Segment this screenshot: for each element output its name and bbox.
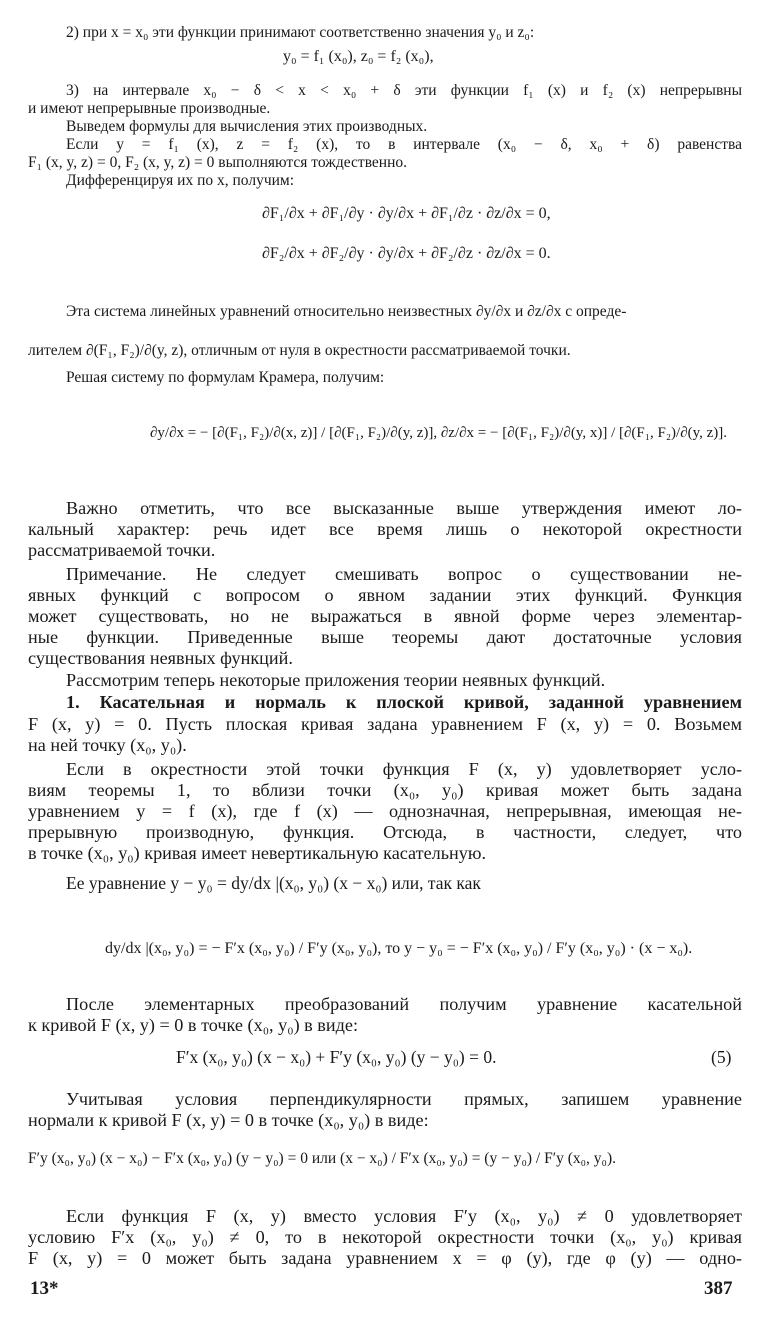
equation-number: (5) [711, 1047, 732, 1067]
text-line: Важно отметить, что все высказанные выше утверждения имеют ло- [66, 498, 742, 518]
formula-derivative: dy/dx |(x₀, y₀) = − F′x (x₀, y₀) / F′y (x₀, y₀), то y − y₀ = − F′x (x₀, y₀) / F′y (x₀, y₀) · (x − x₀). [105, 940, 693, 957]
formula-initial-values: y₀ = f₁ (x₀), z₀ = f₂ (x₀), [283, 48, 434, 65]
text-line: F (x, y) = 0 может быть задана уравнением x = φ (y), где φ (y) — одно- [28, 1248, 742, 1268]
text-line: лителем ∂(F₁, F₂)/∂(y, z), отличным от нуля в окрестности рассматриваемой точки. [28, 342, 571, 359]
text-line: на ней точку (x₀, y₀). [28, 735, 187, 755]
text-line: условию F′x (x₀, y₀) ≠ 0, то в некоторой окрестности точки (x₀, y₀) кривая [28, 1227, 742, 1247]
text-line: Рассмотрим теперь некоторые приложения теории неявных функций. [66, 670, 606, 690]
text-line: кальный характер: речь идет все время лишь о некоторой окрестности [28, 519, 742, 539]
text-line: Если y = f₁ (x), z = f₂ (x), то в интервале (x₀ − δ, x₀ + δ) равенства [66, 136, 742, 153]
text-line: Решая систему по формулам Крамера, получим: [66, 369, 385, 386]
formula-differentiation-1: ∂F₁/∂x + ∂F₁/∂y · ∂y/∂x + ∂F₁/∂z · ∂z/∂x = 0, [262, 205, 551, 222]
formula-differentiation-2: ∂F₂/∂x + ∂F₂/∂y · ∂y/∂x + ∂F₂/∂z · ∂z/∂x = 0. [262, 245, 551, 262]
text-line: 2) при x = x₀ эти функции принимают соответственно значения y₀ и z₀: [66, 24, 535, 41]
text-line: явных функций с вопросом о явном задании этих функций. Функция [28, 585, 742, 605]
text-line: Выведем формулы для вычисления этих производных. [66, 118, 428, 135]
text-line: уравнением y = f (x), где f (x) — однозначная, непрерывная, имеющая не- [28, 801, 742, 821]
printer-signature: 13* [30, 1278, 59, 1299]
formula-tangent-intro: Ее уравнение y − y₀ = dy/dx |(x₀, y₀) (x − x₀) или, так как [66, 873, 481, 893]
formula-normal: F′y (x₀, y₀) (x − x₀) − F′x (x₀, y₀) (y − y₀) = 0 или (x − x₀) / F′x (x₀, y₀) = (y − y₀) / F′y (x₀, y₀). [28, 1150, 616, 1167]
text-line: прерывную производную, функция. Отсюда, в частности, следует, что [28, 822, 742, 842]
text-line: F₁ (x, y, z) = 0, F₂ (x, y, z) = 0 выполняются тождественно. [28, 154, 408, 171]
formula-cramer: ∂y/∂x = − [∂(F₁, F₂)/∂(x, z)] / [∂(F₁, F₂)/∂(y, z)], ∂z/∂x = − [∂(F₁, F₂)/∂(y, x)] / [∂(F₁, F₂)/∂(y, z)]. [150, 425, 728, 441]
text-line: Эта система линейных уравнений относительно неизвестных ∂y/∂x и ∂z/∂x с опреде- [66, 303, 627, 320]
text-line: Дифференцируя их по x, получим: [66, 172, 295, 189]
page-number: 387 [704, 1278, 733, 1299]
section-heading: 1. Касательная и нормаль к плоской кривой, заданной уравнением [66, 692, 742, 712]
text-line: Примечание. Не следует смешивать вопрос о существовании не- [66, 564, 742, 584]
text-line: может существовать, но не выражаться в явной форме через элементар- [28, 606, 742, 626]
text-line: Если функция F (x, y) вместо условия F′y (x₀, y₀) ≠ 0 удовлетворяет [66, 1206, 742, 1226]
text-line: После элементарных преобразований получим уравнение касательной [66, 994, 742, 1014]
text-line: существования неявных функций. [28, 648, 293, 668]
text-line: виям теоремы 1, то вблизи точки (x₀, y₀) кривая может быть задана [28, 780, 742, 800]
text-line: в точке (x₀, y₀) кривая имеет невертикальную касательную. [28, 843, 487, 863]
text-line: 3) на интервале x₀ − δ < x < x₀ + δ эти функции f₁ (x) и f₂ (x) непрерывны [66, 82, 742, 99]
formula-tangent: F′x (x₀, y₀) (x − x₀) + F′y (x₀, y₀) (y − y₀) = 0. [176, 1047, 497, 1067]
text-line: нормали к кривой F (x, y) = 0 в точке (x₀, y₀) в виде: [28, 1110, 429, 1130]
text-line: Если в окрестности этой точки функция F (x, y) удовлетворяет усло- [66, 759, 742, 779]
text-line: ные функции. Приведенные выше теоремы дают достаточные условия [28, 627, 742, 647]
text-line: рассматриваемой точки. [28, 540, 216, 560]
text-line: к кривой F (x, y) = 0 в точке (x₀, y₀) в виде: [28, 1015, 359, 1035]
text-line: Учитывая условия перпендикулярности прямых, запишем уравнение [66, 1089, 742, 1109]
text-line: F (x, y) = 0. Пусть плоская кривая задана уравнением F (x, y) = 0. Возьмем [28, 714, 742, 734]
text-line: и имеют непрерывные производные. [28, 100, 271, 117]
